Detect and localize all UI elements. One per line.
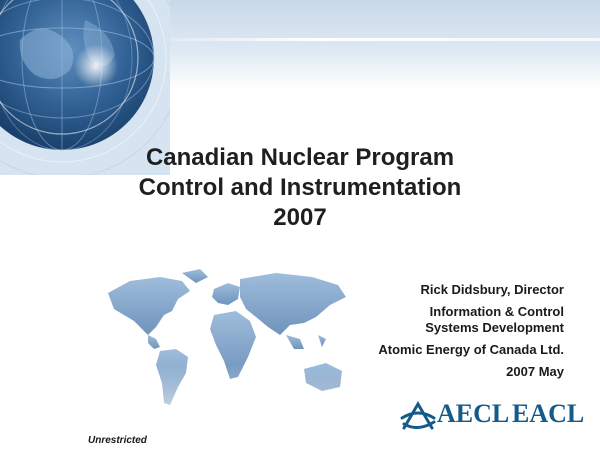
classification-label: Unrestricted <box>88 435 147 446</box>
slide-title <box>60 143 540 233</box>
logo-text-english: AECL <box>437 399 510 428</box>
presentation-date: 2007 May <box>506 364 564 379</box>
title-line-2: Control and Instrumentation <box>138 174 462 201</box>
presenter-department-line-1: Information & Control <box>429 304 564 319</box>
presenter-department-line-2: Systems Development <box>425 320 564 335</box>
header-highlight-line <box>130 38 600 41</box>
presenter-organization: Atomic Energy of Canada Ltd. <box>378 342 564 357</box>
title-line-3: 2007 <box>273 204 327 231</box>
atom-icon <box>402 404 434 428</box>
presenter-info <box>264 282 564 380</box>
title-line-1: Canadian Nuclear Program <box>145 144 455 171</box>
logo-text-french: EACL <box>512 399 585 428</box>
presenter-name: Rick Didsbury, Director <box>420 282 564 297</box>
